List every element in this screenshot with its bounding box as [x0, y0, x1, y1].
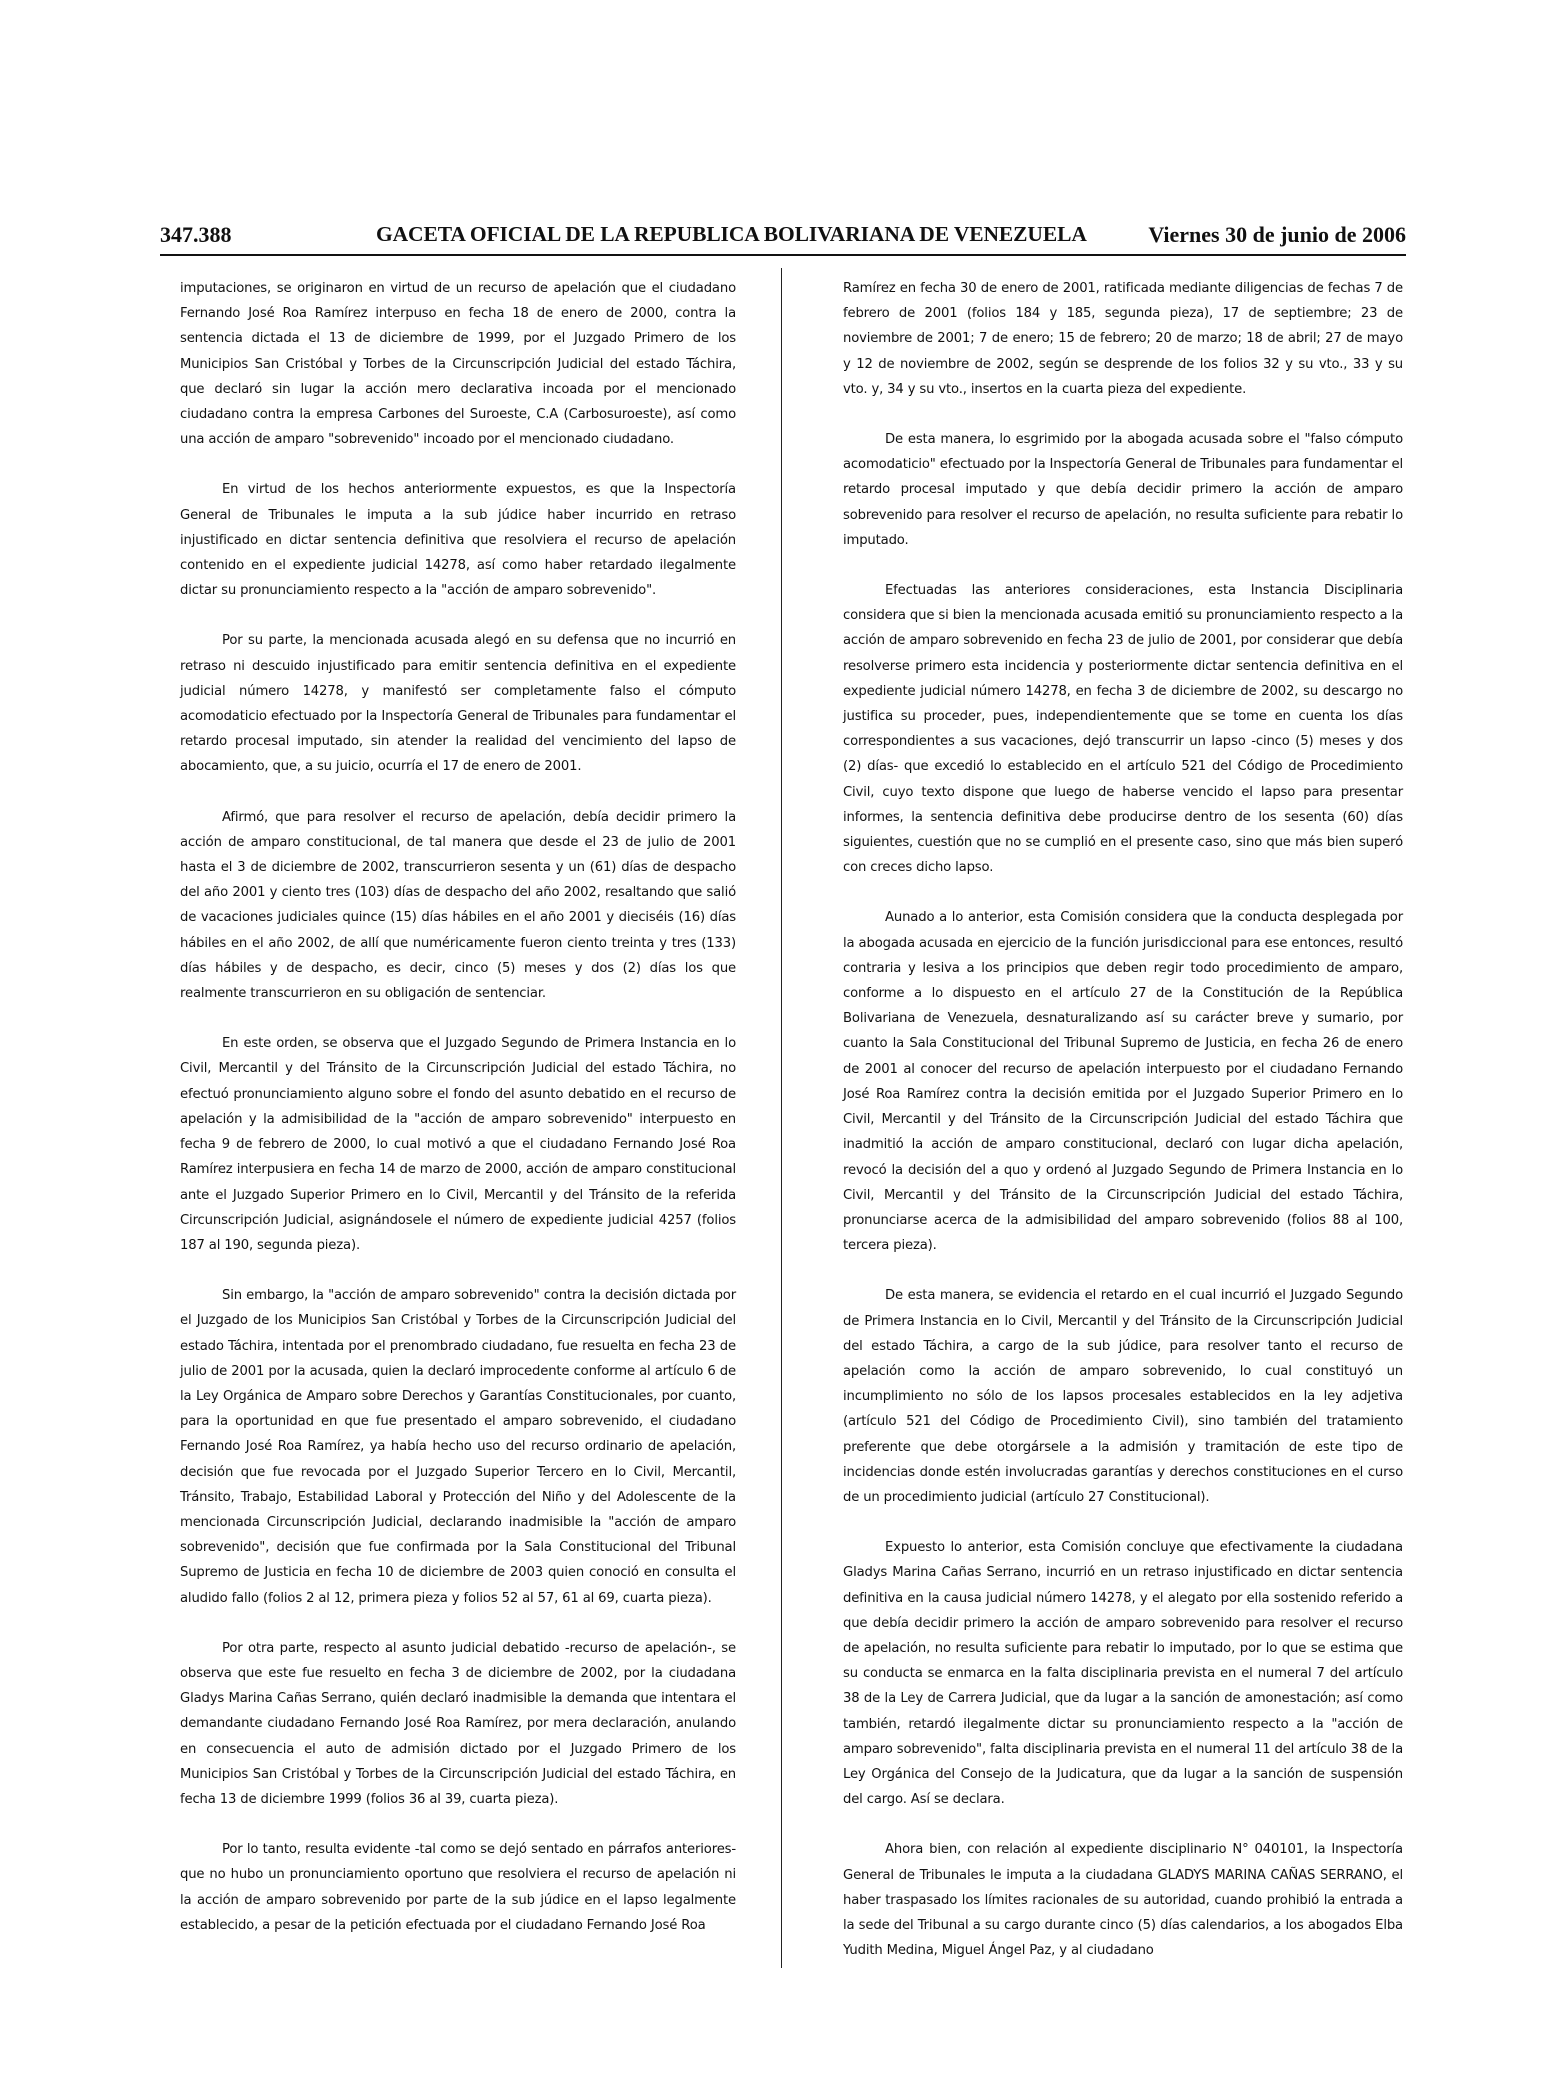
header-rule [160, 254, 1406, 256]
paragraph: De esta manera, lo esgrimido por la abogada acusada sobre el "falso cómputo acomodaticio" efectuado por la Inspectoría General de Tribunales para fundamentar el retardo procesal imputado y que debía decidir primero la acción de amparo sobrevenido para resolver el recurso de apelación, no resulta suficiente para rebatir lo imputado. [843, 432, 1404, 548]
page-number: 347.388 [160, 222, 232, 247]
paragraph: En virtud de los hechos anteriormente expuestos, es que la Inspectoría General de Tribunales le imputa a la sub júdice haber incurrido en retraso injustificado en dictar sentencia definitiva que resolviera el recurso de apelación contenido en el expediente judicial 14278, así como haber retardado ilegalmente dictar su pronunciamiento respecto a la "acción de amparo sobrevenido". [180, 482, 736, 599]
paragraph: Afirmó, que para resolver el recurso de apelación, debía decidir primero la acción de amparo constitucional, de tal manera que desde el 23 de julio de 2001 hasta el 3 de diciembre de 2002, transcurrieron sesenta y un (61) días de despacho del año 2001 y ciento tres (103) días de despacho del año 2002, resaltando que salió de vacaciones judiciales quince (15) días hábiles en el año 2001 y dieciséis (16) días hábiles en el año 2002, de allí que numéricamente fueron ciento treinta y tres (133) días hábiles y de despacho, es decir, cinco (5) meses y dos (2) días los que realmente transcurrieron en su obligación de sentenciar. [180, 809, 736, 1002]
right-column [843, 276, 1403, 1988]
paragraph: imputaciones, se originaron en virtud de un recurso de apelación que el ciudadano Fernando José Roa Ramírez interpuso en fecha 18 de enero de 2000, contra la sentencia dictada el 13 de diciembre de 1999, por el Juzgado Primero de los Municipios San Cristóbal y Torbes de la Circunscripción Judicial del estado Táchira, que declaró sin lugar la acción mero declarativa incoada por el mencionado ciudadano contra la empresa Carbones del Suroeste, C.A (Carbosuroeste), así como una acción de amparo "sobrevenido" incoado por el mencionado ciudadano. [180, 281, 736, 448]
publication-title: GACETA OFICIAL DE LA REPUBLICA BOLIVARIANA DE VENEZUELA [376, 222, 1087, 246]
paragraph: Ramírez en fecha 30 de enero de 2001, ratificada mediante diligencias de fechas 7 de febrero de 2001 (folios 184 y 185, segunda pieza), 17 de septiembre; 23 de noviembre de 2001; 7 de enero; 15 de febrero; 20 de marzo; 18 de abril; 27 de mayo y 12 de noviembre de 2002, según se desprende de los folios 32 y su vto., 33 y su vto. y, 34 y su vto., insertos en la cuarta pieza del expediente. [843, 281, 1403, 397]
paragraph: Aunado a lo anterior, esta Comisión considera que la conducta desplegada por la abogada acusada en ejercicio de la función jurisdiccional para ese entonces, resultó contraria y lesiva a los principios que deben regir todo procedimiento de amparo, conforme a lo dispuesto en el artículo 27 de la Constitución de la República Bolivariana de Venezuela, desnaturalizando así su carácter breve y sumario, por cuanto la Sala Constitucional del Tribunal Supremo de Justicia, en fecha 26 de enero de 2001 al conocer del recurso de apelación interpuesto por el ciudadano Fernando José Roa Ramírez contra la decisión emitida por el Juzgado Superior Primero en lo Civil, Mercantil y del Tránsito de la Circunscripción Judicial del estado Táchira que inadmitió la acción de amparo constitucional, declaró con lugar dicha apelación, revocó la decisión del a quo y ordenó al Juzgado Segundo de Primera Instancia en lo Civil, Mercantil y del Tránsito de la Circunscripción Judicial del estado Táchira, pronunciarse acerca de la admisibilidad del amparo sobrevenido (folios 88 al 100, tercera pieza). [843, 910, 1403, 1254]
paragraph: Sin embargo, la "acción de amparo sobrevenido" contra la decisión dictada por el Juzgado de los Municipios San Cristóbal y Torbes de la Circunscripción Judicial del estado Táchira, intentada por el prenombrado ciudadano, fue resuelta en fecha 23 de julio de 2001 por la acusada, quien la declaró improcedente conforme al artículo 6 de la Ley Orgánica de Amparo sobre Derechos y Garantías Constitucionales, por cuanto, para la oportunidad en que fue presentado el amparo sobrevenido, el ciudadano Fernando José Roa Ramírez, ya había hecho uso del recurso ordinario de apelación, decisión que fue revocada por el Juzgado Superior Tercero en lo Civil, Mercantil, Tránsito, Trabajo, Estabilidad Laboral y Protección del Niño y del Adolescente de la mencionada Circunscripción Judicial, declarando inadmisible la "acción de amparo sobrevenido", decisión que fue confirmada por la Sala Constitucional del Tribunal Supremo de Justicia en fecha 10 de diciembre de 2003 quien conoció en consulta el aludido fallo (folios 2 al 12, primera pieza y folios 52 al 57, 61 al 69, cuarta pieza). [180, 1288, 736, 1606]
issue-date: Viernes 30 de junio de 2006 [1148, 222, 1406, 247]
paragraph: Por lo tanto, resulta evidente -tal como se dejó sentado en párrafos anteriores- que no hubo un pronunciamiento oportuno que resolviera el recurso de apelación ni la acción de amparo sobrevenido por parte de la sub júdice en el lapso legalmente establecido, a pesar de la petición efectuada por el ciudadano Fernando José Roa [180, 1842, 736, 1933]
column-divider [781, 268, 782, 1968]
paragraph: Por otra parte, respecto al asunto judicial debatido -recurso de apelación-, se observa que este fue resuelto en fecha 3 de diciembre de 2002, por la ciudadana Gladys Marina Cañas Serrano, quién declaró inadmisible la demanda que intentara el demandante ciudadano Fernando José Roa Ramírez, por mera declaración, anulando en consecuencia el auto de admisión dictado por el Juzgado Primero de los Municipios San Cristóbal y Torbes de la Circunscripción Judicial del estado Táchira, en fecha 13 de diciembre 1999 (folios 36 al 39, cuarta pieza). [180, 1640, 736, 1807]
paragraph: Efectuadas las anteriores consideraciones, esta Instancia Disciplinaria considera que si bien la mencionada acusada emitió su pronunciamiento respecto a la acción de amparo sobrevenido en fecha 23 de julio de 2001, por considerar que debía resolverse primero esta incidencia y posteriormente dictar sentencia definitiva en el expediente judicial número 14278, en fecha 3 de diciembre de 2002, su descargo no justifica su proceder, pues, independientemente que se tome en cuenta los días correspondientes a sus vacaciones, dejó transcurrir un lapso -cinco (5) meses y dos (2) días- que excedió lo establecido en el artículo 521 del Código de Procedimiento Civil, cuyo texto dispone que luego de haberse vencido el lapso para presentar informes, la sentencia definitiva debe producirse dentro de los sesenta (60) días siguientes, cuestión que no se cumplió en el presente caso, sino que más bien superó con creces dicho lapso. [843, 583, 1403, 876]
paragraph: Expuesto lo anterior, esta Comisión concluye que efectivamente la ciudadana Gladys Marina Cañas Serrano, incurrió en un retraso injustificado en dictar sentencia definitiva en la causa judicial número 14278, y el alegato por ella sostenido referido a que debía decidir primero la acción de amparo sobrevenido para resolver el recurso de apelación, no resulta suficiente para rebatir lo imputado, por lo que se estima que su conducta se enmarca en la falta disciplinaria prevista en el numeral 7 del artículo 38 de la Ley de Carrera Judicial, que da lugar a la sanción de amonestación; así como también, retardó ilegalmente dictar su pronunciamiento respecto a la "acción de amparo sobrevenido", falta disciplinaria prevista en el numeral 11 del artículo 38 de la Ley Orgánica del Consejo de la Judicatura, que da lugar a la sanción de suspensión del cargo. Así se declara. [843, 1540, 1403, 1808]
paragraph: De esta manera, se evidencia el retardo en el cual incurrió el Juzgado Segundo de Primera Instancia en lo Civil, Mercantil y del Tránsito de la Circunscripción Judicial del estado Táchira, a cargo de la sub júdice, para resolver tanto el recurso de apelación como la acción de amparo sobrevenido, lo cual constituyó un incumplimiento no sólo de los lapsos procesales establecidos en la ley adjetiva (artículo 521 del Código de Procedimiento Civil), sino también del tratamiento preferente que debe otorgársele a la admisión y tramitación de este tipo de incidencias donde estén involucradas garantías y derechos constituciones en el curso de un procedimiento judicial (artículo 27 Constitucional). [843, 1288, 1403, 1505]
page-header [160, 222, 1406, 252]
paragraph: Ahora bien, con relación al expediente disciplinario N° 040101, la Inspectoría General de Tribunales le imputa a la ciudadana GLADYS MARINA CAÑAS SERRANO, el haber traspasado los límites racionales de su autoridad, cuando prohibió la entrada a la sede del Tribunal a su cargo durante cinco (5) días calendarios, a los abogados Elba Yudith Medina, Miguel Ángel Paz, y al ciudadano [843, 1842, 1403, 1959]
left-column [180, 276, 736, 1963]
paragraph: Por su parte, la mencionada acusada alegó en su defensa que no incurrió en retraso ni descuido injustificado para emitir sentencia definitiva en el expediente judicial número 14278, y manifestó ser completamente falso el cómputo acomodaticio efectuado por la Inspectoría General de Tribunales para fundamentar el retardo procesal imputado, sin atender la realidad del vencimiento del lapso de abocamiento, que, a su juicio, ocurría el 17 de enero de 2001. [180, 633, 736, 775]
paragraph: En este orden, se observa que el Juzgado Segundo de Primera Instancia en lo Civil, Mercantil y del Tránsito de la Circunscripción Judicial del estado Táchira, no efectuó pronunciamiento alguno sobre el fondo del asunto debatido en el recurso de apelación y la admisibilidad de la "acción de amparo sobrevenido" interpuesto en fecha 9 de febrero de 2000, lo cual motivó a que el ciudadano Fernando José Roa Ramírez interpusiera en fecha 14 de marzo de 2000, acción de amparo constitucional ante el Juzgado Superior Primero en lo Civil, Mercantil y del Tránsito de la referida Circunscripción Judicial, asignándosele el número de expediente judicial 4257 (folios 187 al 190, segunda pieza). [180, 1036, 736, 1253]
